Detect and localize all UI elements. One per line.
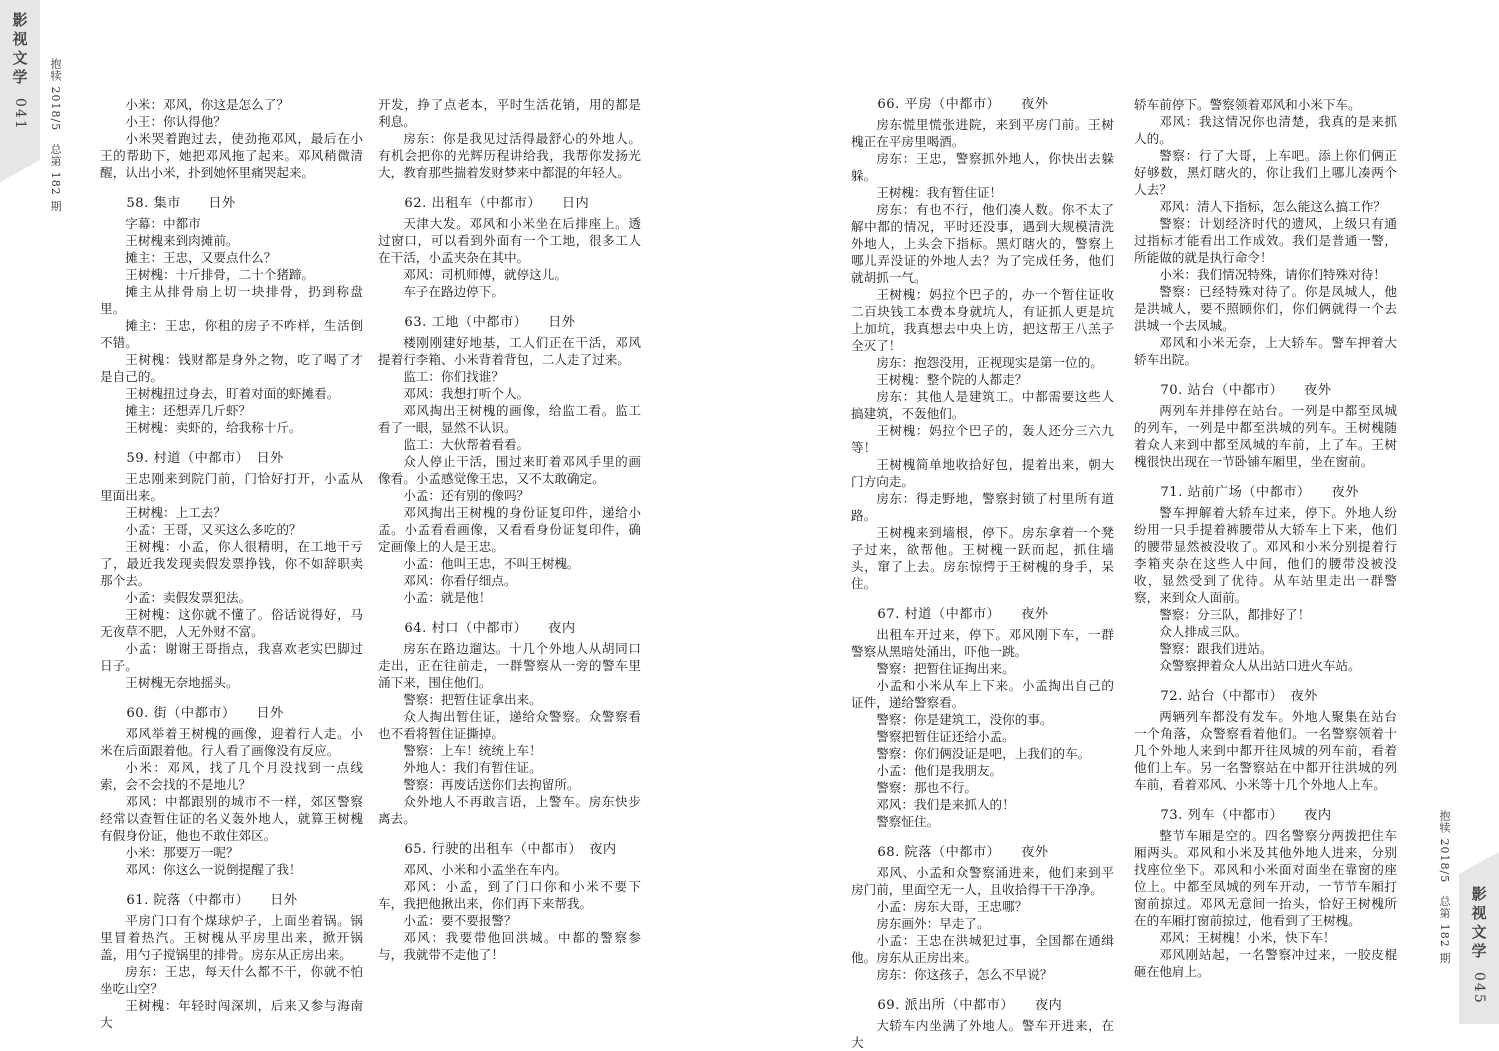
- scene-heading: 58. 集市 日外: [126, 196, 236, 211]
- script-line: 两辆列车都没有发车。外地人聚集在站台一个角落，众警察看着他们。一名警察领着十几个外地人来到中都开往凤城的列车前，看着他们上车。另一名警察站在中都开往洪城的列车前，看着邓风、小米等十几个外地人上车。: [1134, 709, 1397, 792]
- script-line: 邓风：司机师傅，就停这儿。: [403, 267, 567, 282]
- script-line: 小孟：还有别的像吗？: [403, 488, 530, 503]
- scene-heading: 60. 街（中都市） 日外: [126, 706, 284, 721]
- script-line: 摊主：还想弄几斤虾？: [125, 403, 252, 418]
- script-line: 众人排成三队。: [1159, 624, 1248, 639]
- script-line: 开发，挣了点老本，平时生活花销，用的都是利息。: [378, 97, 641, 129]
- script-line: 邓风掏出王树槐的画像，给监工看。监工看了一眼，显然不认识。: [378, 403, 641, 435]
- script-line: 小孟和小米从车上下来。小孟掏出自己的证件，递给警察看。: [851, 678, 1114, 710]
- script-line: 王树槐：妈拉个巴子的，轰人还分三六九等！: [851, 423, 1114, 455]
- scene-heading: 70. 站台（中都市） 夜外: [1160, 383, 1332, 398]
- text-column-3: [851, 96, 1114, 1051]
- script-line: 王树槐无奈地摇头。: [125, 675, 239, 690]
- script-line: 邓风：中都跟别的城市不一样，郊区警察经常以查暂住证的名义轰外地人，就算王树槐有假身份证，他也不敢住郊区。: [100, 794, 363, 843]
- script-line: 邓风：王树槐！小米，快下车！: [1159, 930, 1336, 945]
- script-line: 警察怔住。: [876, 814, 940, 829]
- script-line: 房东在路边遛达。十几个外地人从胡同口走出，正在往前走，一群警察从一旁的警车里涌下来，围住他们。: [378, 641, 641, 690]
- script-line: 小米：邓风，你这是怎么了？: [125, 97, 289, 112]
- script-line: 小孟：房东大哥，王忠哪？: [876, 899, 1028, 914]
- script-line: 小孟：他们是我朋友。: [876, 763, 1003, 778]
- script-line: 房东：你这孩子，怎么不早说？: [876, 967, 1053, 982]
- script-line: 天津大发。邓风和小米坐在后排座上。透过窗口，可以看到外面有一个工地，很多工人在干活，小孟夹杂在其中。: [378, 216, 641, 265]
- script-line: 警察：行了大哥，上车吧。添上你们俩正好够数，黑灯瞎火的，你让我们上哪儿凑两个人去？: [1134, 148, 1397, 197]
- issue-info: 抱犊 2018/5 总第 182 期: [49, 58, 62, 213]
- script-line: 王树槐简单地收拾好包，提着出来，朝大门方向走。: [851, 457, 1114, 489]
- script-line: 小孟：谢谢王哥指点，我喜欢老实巴脚过日子。: [100, 641, 363, 673]
- script-line: 王树槐扭过身去，盯着对面的虾摊看。: [125, 386, 340, 401]
- script-line: 小米哭着跑过去，使劲拖邓风，最后在小王的帮助下，她把邓风拖了起来。邓风稍微清醒，认出小米，扑到她怀里痛哭起来。: [100, 131, 363, 180]
- script-line: 轿车前停下。警察领着邓风和小米下车。: [1134, 97, 1361, 112]
- scene-heading: 59. 村道（中都市） 日外: [126, 451, 284, 466]
- script-line: 邓风：你这么一说倒提醒了我！: [125, 862, 302, 877]
- script-line: 整节车厢是空的。四名警察分两拨把住车厢两头。邓风和小米及其他外地人进来，分别找座位坐下。邓风和小米面对面坐在靠窗的座位上。中都至凤城的列车开动，一节节车厢打窗前掠过。邓风无意间一抬头，恰好王树槐所在的车厢打窗前掠过，他看到了王树槐。: [1134, 828, 1397, 928]
- script-line: 房东：有也不行，他们凑人数。你不太了解中都的情况，平时还没事，遇到大规模清洗外地人，上头会下指标。黑灯瞎火的，警察上哪儿弄没证的外地人去？为了完成任务，他们就胡抓一气。: [851, 202, 1114, 285]
- script-line: 警察把暂住证还给小孟。: [876, 729, 1015, 744]
- left-page: [0, 0, 749, 1030]
- journal-name: 影视文学: [10, 12, 29, 88]
- script-line: 警察：分三队，都排好了！: [1159, 607, 1311, 622]
- script-line: 王树槐：我有暂住证！: [876, 185, 1003, 200]
- script-line: 监工：你们找谁？: [403, 369, 504, 384]
- scene-heading: 68. 院落（中都市） 夜外: [877, 845, 1049, 860]
- script-line: 房东：抱怨没用，正视现实是第一位的。: [876, 355, 1103, 370]
- script-line: 摊主：王忠，又要点什么？: [125, 250, 277, 265]
- script-line: 外地人：我们有暂住证。: [403, 760, 542, 775]
- script-line: 王树槐：妈拉个巴子的，办一个暂住证收二百块钱工本费本身就坑人，有证抓人更是坑上加坑，我真想去中央上访，把这帮王八羔子全灭了！: [851, 287, 1114, 353]
- script-line: 邓风：我这情况你也清楚，我真的是来抓人的。: [1134, 114, 1397, 146]
- text-column-1: [100, 96, 363, 1031]
- script-line: 监工：大伙帮着看看。: [403, 437, 530, 452]
- script-line: 邓风：我要带他回洪城。中都的警察参与，我就带不走他了！: [378, 930, 641, 962]
- script-line: 小孟：王忠在洪城犯过事，全国都在通缉他。房东从正房出来。: [851, 933, 1114, 965]
- script-line: 邓风、小孟和众警察涌进来，他们来到平房门前，里面空无一人，且收拾得干干净净。: [851, 865, 1114, 897]
- script-line: 小孟：他叫王忠，不叫王树槐。: [403, 556, 580, 571]
- script-line: 邓风、小米和小孟坐在车内。: [403, 862, 567, 877]
- script-line: 邓风掏出王树槐的身份证复印件，递给小孟。小孟看看画像，又看看身份证复印件，确定画像上的人是王忠。: [378, 505, 641, 554]
- script-line: 邓风：你看仔细点。: [403, 573, 517, 588]
- right-page: [750, 0, 1499, 1050]
- script-line: 邓风和小米无奈，上大轿车。警车押着大轿车出院。: [1134, 335, 1397, 367]
- scene-heading: 67. 村道（中都市） 夜外: [877, 607, 1049, 622]
- script-line: 摊主：王忠，你租的房子不咋样，生活倒不错。: [100, 318, 363, 350]
- scene-heading: 73. 列车（中都市） 夜内: [1160, 808, 1332, 823]
- script-line: 大轿车内坐满了外地人。警车开进来，在大: [851, 1018, 1114, 1050]
- script-line: 警察：把暂住证掏出来。: [876, 661, 1015, 676]
- issue-info-right: 抱犊 2018/5 总第 182 期: [1438, 809, 1451, 964]
- script-line: 警察：计划经济时代的遗风，上级只有通过指标才能看出工作成效。我们是普通一警，所能做的就是执行命令！: [1134, 216, 1397, 265]
- script-line: 小孟：王哥，又买这么多吃的？: [125, 522, 302, 537]
- script-line: 王树槐来到肉摊前。: [125, 233, 239, 248]
- script-line: 警察：上车！统统上车！: [403, 743, 542, 758]
- scene-heading: 69. 派出所（中都市） 夜内: [877, 998, 1063, 1013]
- script-line: 警察：你是建筑工，没你的事。: [876, 712, 1053, 727]
- script-line: 警察：再废话送你们去拘留所。: [403, 777, 580, 792]
- tab-fold-right: [1459, 852, 1499, 874]
- script-line: 小米：那要万一呢？: [125, 845, 239, 860]
- scene-heading: 61. 院落（中都市） 日外: [126, 893, 298, 908]
- tab-fold: [0, 160, 40, 182]
- script-line: 警察：跟我们进站。: [1159, 641, 1273, 656]
- script-line: 王树槐：年轻时闯深圳，后来又参与海南大: [100, 998, 363, 1030]
- script-line: 房东：你是我见过活得最舒心的外地人。有机会把你的光辉历程讲给我，我帮你发扬光大，教育那些揣着发财梦来中都混的年轻人。: [378, 131, 641, 180]
- script-line: 王树槐来到墙根，停下。房东拿着一个凳子过来，欲帮他。王树槐一跃而起，抓住墙头，窜了上去。房东惊愕于王树槐的身手，呆住。: [851, 525, 1114, 591]
- script-line: 王树槐：这你就不懂了。俗话说得好，马无夜草不肥，人无外财不富。: [100, 607, 363, 639]
- script-line: 警察：你们俩没证是吧，上我们的车。: [876, 746, 1091, 761]
- script-line: 王树槐：整个院的人都走？: [876, 372, 1028, 387]
- script-line: 邓风刚站起，一名警察冲过来，一胶皮棍砸在他肩上。: [1134, 947, 1397, 979]
- script-line: 房东画外：早走了。: [876, 916, 990, 931]
- script-line: 两列车并排停在站台。一列是中都至凤城的列车，一列是中都至洪城的列车。王树槐随着众人来到中都至凤城的车前，上了车。王树槐很快出现在一节卧铺车厢里，坐在窗前。: [1134, 403, 1397, 469]
- script-line: 字幕：中都市: [125, 216, 201, 231]
- script-line: 小孟：要不要报警？: [403, 913, 517, 928]
- script-line: 房东：其他人是建筑工。中都需要这些人搞建筑，不轰他们。: [851, 389, 1114, 421]
- scene-heading: 63. 工地（中都市） 日外: [404, 315, 576, 330]
- script-line: 王树槐：小孟，你人很精明，在工地干亏了，最近我发现卖假发票挣钱，你不如辞职卖那个去。: [100, 539, 363, 588]
- scene-heading: 72. 站台（中都市） 夜外: [1160, 689, 1318, 704]
- left-page-tab: [0, 0, 40, 160]
- script-line: 平房门口有个煤球炉子，上面坐着锅。锅里冒着热汽。王树槐从平房里出来，掀开锅盖，用勺子搅锅里的排骨。房东从正房出来。: [100, 913, 363, 962]
- scene-heading: 62. 出租车（中都市） 日内: [404, 196, 590, 211]
- script-line: 邓风举着王树槐的画像，迎着行人走。小米在后面跟着他。行人看了画像没有反应。: [100, 726, 363, 758]
- script-line: 房东：王忠，警察抓外地人，你快出去躲躲。: [851, 151, 1114, 183]
- script-line: 小米：邓风，找了几个月没找到一点线索，会不会找的不是地儿？: [100, 760, 363, 792]
- right-page-tab: [1459, 874, 1499, 1024]
- script-line: 小米：我们情况特殊，请你们特殊对待！: [1159, 267, 1386, 282]
- text-column-2: [378, 96, 641, 963]
- script-line: 楼刚刚建好地基，工人们正在干活，邓风提着行李箱、小米背着背包，二人走了过来。: [378, 335, 641, 367]
- script-line: 邓风：我想打听个人。: [403, 386, 530, 401]
- script-line: 警车押解着大轿车过来，停下。外地人纷纷用一只手提着裤腰带从大轿车上下来，他们的腰带显然被没收了。邓风和小米分别提着行李箱夹杂在这些人中间，他们的腰带没被没收，显然受到了优待。从车站里走出一群警察，来到众人面前。: [1134, 505, 1397, 605]
- script-line: 房东：得走野地，警察封锁了村里所有道路。: [851, 491, 1114, 523]
- script-line: 警察：已经特殊对待了。你是凤城人，他是洪城人，要不照顾你们，你们俩就得一个去洪城一个去凤城。: [1134, 284, 1397, 333]
- page-number: 041: [12, 98, 28, 131]
- script-line: 警察：把暂住证拿出来。: [403, 692, 542, 707]
- script-line: 王树槐：十斤排骨，二十个猪蹄。: [125, 267, 315, 282]
- script-line: 警察：那也不行。: [876, 780, 977, 795]
- script-line: 王树槐：上工去？: [125, 505, 226, 520]
- script-line: 王树槐：卖虾的，给我称十斤。: [125, 420, 302, 435]
- script-line: 邓风：小孟，到了门口你和小米不要下车，我把他揪出来，你们再下来帮我。: [378, 879, 641, 911]
- script-line: 众警察押着众人从出站口进火车站。: [1159, 658, 1361, 673]
- scene-heading: 66. 平房（中都市） 夜外: [877, 97, 1049, 112]
- journal-name-right: 影视文学: [1469, 886, 1488, 962]
- script-line: 房东慌里慌张进院，来到平房门前。王树槐正在平房里喝酒。: [851, 117, 1114, 149]
- script-line: 众人停止干活，围过来盯着邓风手里的画像看。小孟感觉像王忠，又不太敢确定。: [378, 454, 641, 486]
- scene-heading: 71. 站前广场（中都市） 夜外: [1160, 485, 1359, 500]
- script-line: 王忠刚来到院门前，门恰好打开，小孟从里面出来。: [100, 471, 363, 503]
- script-line: 邓风：我们是来抓人的！: [876, 797, 1015, 812]
- script-line: 王树槐：钱财都是身外之物，吃了喝了才是自己的。: [100, 352, 363, 384]
- script-line: 众人掏出暂住证，递给众警察。众警察看也不看将暂住证撕掉。: [378, 709, 641, 741]
- scene-heading: 64. 村口（中都市） 夜内: [404, 621, 576, 636]
- script-line: 摊主从排骨扇上切一块排骨，扔到称盘里。: [100, 284, 363, 316]
- script-line: 小王：你认得他？: [125, 114, 226, 129]
- page-number-right: 045: [1471, 972, 1487, 1005]
- scene-heading: 65. 行驶的出租车（中都市） 夜内: [404, 842, 617, 857]
- script-line: 出租车开过来，停下。邓风刚下车，一群警察从黑暗处涌出，吓他一跳。: [851, 627, 1114, 659]
- script-line: 众外地人不再敢言语，上警车。房东快步离去。: [378, 794, 641, 826]
- script-line: 房东：王忠，每天什么都不干，你就不怕坐吃山空？: [100, 964, 363, 996]
- script-line: 车子在路边停下。: [403, 284, 504, 299]
- script-line: 邓风：清人下指标，怎么能这么搞工作？: [1159, 199, 1386, 214]
- script-line: 小孟：卖假发票犯法。: [125, 590, 252, 605]
- text-column-4: [1134, 96, 1397, 980]
- script-line: 小孟：就是他！: [403, 590, 492, 605]
